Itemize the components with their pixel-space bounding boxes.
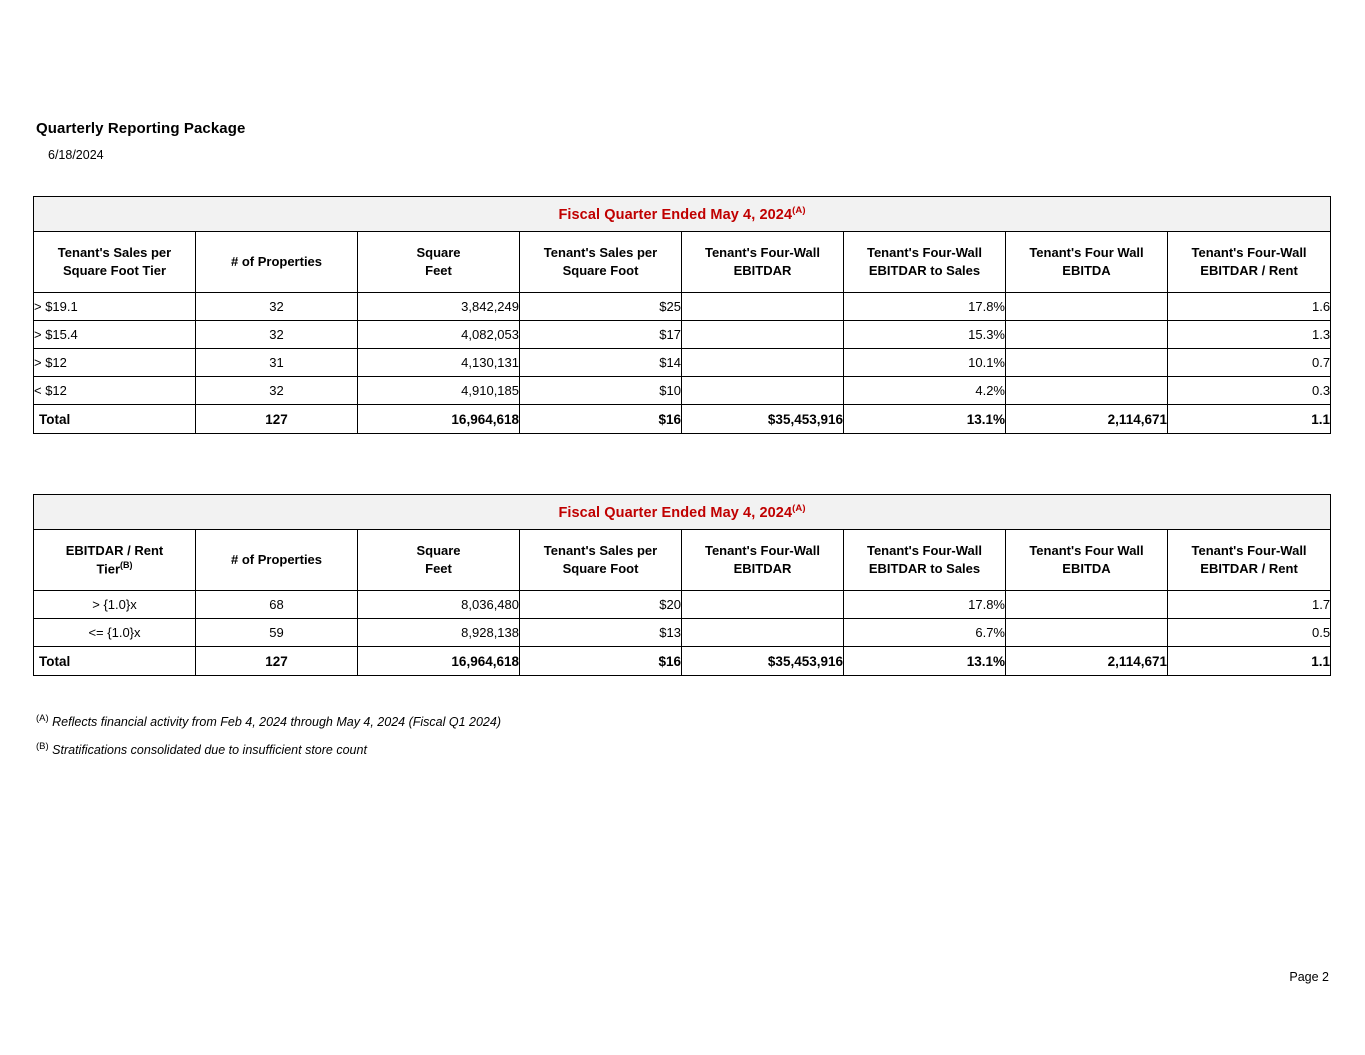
cell-ebitdar-to-sales: 6.7% xyxy=(844,619,1006,647)
cell-ebitdar-rent: 1.3 xyxy=(1168,321,1331,349)
cell-total-ebitdar: $35,453,916 xyxy=(682,405,844,434)
cell-ebitdar-rent: 0.3 xyxy=(1168,377,1331,405)
cell-ebitdar-to-sales: 15.3% xyxy=(844,321,1006,349)
header-footnote-marker: (B) xyxy=(120,560,133,571)
page-title: Quarterly Reporting Package xyxy=(36,120,246,137)
table-row xyxy=(34,591,1331,619)
cell-ebitdar-rent: 0.7 xyxy=(1168,349,1331,377)
cell-square-feet: 4,910,185 xyxy=(358,377,520,405)
cell-ebitdar xyxy=(682,293,844,321)
cell-sales-per-sf: $10 xyxy=(520,377,682,405)
cell-total-label: Total xyxy=(34,647,196,676)
cell-ebitda xyxy=(1006,293,1168,321)
cell-ebitda xyxy=(1006,591,1168,619)
cell-properties: 68 xyxy=(196,591,358,619)
column-header-ebitda: Tenant's Four Wall EBITDA xyxy=(1006,232,1168,293)
table-total-row xyxy=(34,405,1331,434)
cell-total-ebitda: 2,114,671 xyxy=(1006,405,1168,434)
cell-properties: 32 xyxy=(196,293,358,321)
table-row xyxy=(34,619,1331,647)
footnote-a xyxy=(36,712,501,732)
cell-ebitdar-rent: 0.5 xyxy=(1168,619,1331,647)
footnote-b-marker: (B) xyxy=(36,740,49,752)
cell-ebitdar-to-sales: 17.8% xyxy=(844,293,1006,321)
table-total-row xyxy=(34,647,1331,676)
cell-ebitdar xyxy=(682,321,844,349)
cell-properties: 32 xyxy=(196,321,358,349)
cell-ebitdar-to-sales: 4.2% xyxy=(844,377,1006,405)
cell-ebitdar xyxy=(682,591,844,619)
column-header-sales-per-sf: Tenant's Sales per Square Foot xyxy=(520,530,682,591)
table-header-row xyxy=(34,232,1331,293)
cell-sales-per-sf: $14 xyxy=(520,349,682,377)
page-number: Page 2 xyxy=(1289,970,1329,984)
cell-ebitda xyxy=(1006,321,1168,349)
cell-square-feet: 4,130,131 xyxy=(358,349,520,377)
footnotes xyxy=(36,712,501,767)
cell-ebitda xyxy=(1006,619,1168,647)
cell-ebitdar-to-sales: 17.8% xyxy=(844,591,1006,619)
table-banner-row xyxy=(34,495,1331,530)
cell-properties: 32 xyxy=(196,377,358,405)
table1-banner-text: Fiscal Quarter Ended May 4, 2024 xyxy=(558,206,793,223)
cell-square-feet: 8,036,480 xyxy=(358,591,520,619)
cell-total-sales-per-sf: $16 xyxy=(520,405,682,434)
cell-total-ebitda: 2,114,671 xyxy=(1006,647,1168,676)
cell-square-feet: 8,928,138 xyxy=(358,619,520,647)
cell-sales-per-sf: $17 xyxy=(520,321,682,349)
cell-total-properties: 127 xyxy=(196,647,358,676)
cell-tier: > {1.0}x xyxy=(34,591,196,619)
footnote-a-text: Reflects financial activity from Feb 4, 2024 through May 4, 2024 (Fiscal Q1 2024) xyxy=(52,715,501,730)
cell-ebitdar xyxy=(682,619,844,647)
column-header-square-feet: Square Feet xyxy=(358,530,520,591)
cell-ebitda xyxy=(1006,349,1168,377)
table-header-row xyxy=(34,530,1331,591)
table1-banner xyxy=(34,197,1331,232)
table-row xyxy=(34,377,1331,405)
footnote-a-marker: (A) xyxy=(36,713,49,724)
cell-total-label: Total xyxy=(34,405,196,434)
cell-ebitdar-rent: 1.7 xyxy=(1168,591,1331,619)
column-header-ebitdar-rent: Tenant's Four-Wall EBITDAR / Rent xyxy=(1168,530,1331,591)
column-header-ebitdar-rent: Tenant's Four-Wall EBITDAR / Rent xyxy=(1168,232,1331,293)
table-row xyxy=(34,321,1331,349)
cell-total-properties: 127 xyxy=(196,405,358,434)
column-header-ebitdar: Tenant's Four-Wall EBITDAR xyxy=(682,530,844,591)
cell-total-ebitdar-rent: 1.1 xyxy=(1168,405,1331,434)
cell-total-ebitdar-to-sales: 13.1% xyxy=(844,647,1006,676)
footnote-b xyxy=(36,740,501,760)
cell-sales-per-sf: $20 xyxy=(520,591,682,619)
footnote-b-text: Stratifications consolidated due to insufficient store count xyxy=(52,742,367,757)
cell-total-ebitdar-to-sales: 13.1% xyxy=(844,405,1006,434)
table2-banner xyxy=(34,495,1331,530)
column-header-ebitdar-rent-tier: EBITDAR / Rent Tier$^{(B)}$ xyxy=(34,530,196,591)
table-row xyxy=(34,293,1331,321)
column-header-ebitdar: Tenant's Four-Wall EBITDAR xyxy=(682,232,844,293)
cell-total-square-feet: 16,964,618 xyxy=(358,647,520,676)
column-header-square-feet: Square Feet xyxy=(358,232,520,293)
column-header-tier: Tenant's Sales per Square Foot Tier xyxy=(34,232,196,293)
cell-tier: > $12 xyxy=(34,349,196,377)
cell-ebitda xyxy=(1006,377,1168,405)
cell-total-square-feet: 16,964,618 xyxy=(358,405,520,434)
cell-total-ebitdar: $35,453,916 xyxy=(682,647,844,676)
table2-banner-text: Fiscal Quarter Ended May 4, 2024 xyxy=(558,504,793,521)
cell-ebitdar-rent: 1.6 xyxy=(1168,293,1331,321)
cell-ebitdar xyxy=(682,377,844,405)
cell-ebitdar xyxy=(682,349,844,377)
cell-ebitdar-to-sales: 10.1% xyxy=(844,349,1006,377)
cell-properties: 31 xyxy=(196,349,358,377)
table1-banner-footnote-marker: (A) xyxy=(792,205,806,217)
column-header-ebitdar-to-sales: Tenant's Four-Wall EBITDAR to Sales xyxy=(844,530,1006,591)
cell-square-feet: 3,842,249 xyxy=(358,293,520,321)
cell-tier: < $12 xyxy=(34,377,196,405)
ebitdar-rent-tier-table xyxy=(33,494,1331,676)
cell-tier: <= {1.0}x xyxy=(34,619,196,647)
cell-total-sales-per-sf: $16 xyxy=(520,647,682,676)
sales-per-sf-tier-table xyxy=(33,196,1331,434)
column-header-properties: # of Properties xyxy=(196,530,358,591)
cell-total-ebitdar-rent: 1.1 xyxy=(1168,647,1331,676)
cell-tier: > $19.1 xyxy=(34,293,196,321)
cell-properties: 59 xyxy=(196,619,358,647)
table-banner-row xyxy=(34,197,1331,232)
cell-tier: > $15.4 xyxy=(34,321,196,349)
report-date: 6/18/2024 xyxy=(48,148,104,162)
column-header-properties: # of Properties xyxy=(196,232,358,293)
cell-square-feet: 4,082,053 xyxy=(358,321,520,349)
column-header-sales-per-sf: Tenant's Sales per Square Foot xyxy=(520,232,682,293)
table2-banner-footnote-marker: (A) xyxy=(792,503,806,515)
cell-sales-per-sf: $25 xyxy=(520,293,682,321)
column-header-ebitda: Tenant's Four Wall EBITDA xyxy=(1006,530,1168,591)
cell-sales-per-sf: $13 xyxy=(520,619,682,647)
column-header-ebitdar-to-sales: Tenant's Four-Wall EBITDAR to Sales xyxy=(844,232,1006,293)
table-row xyxy=(34,349,1331,377)
